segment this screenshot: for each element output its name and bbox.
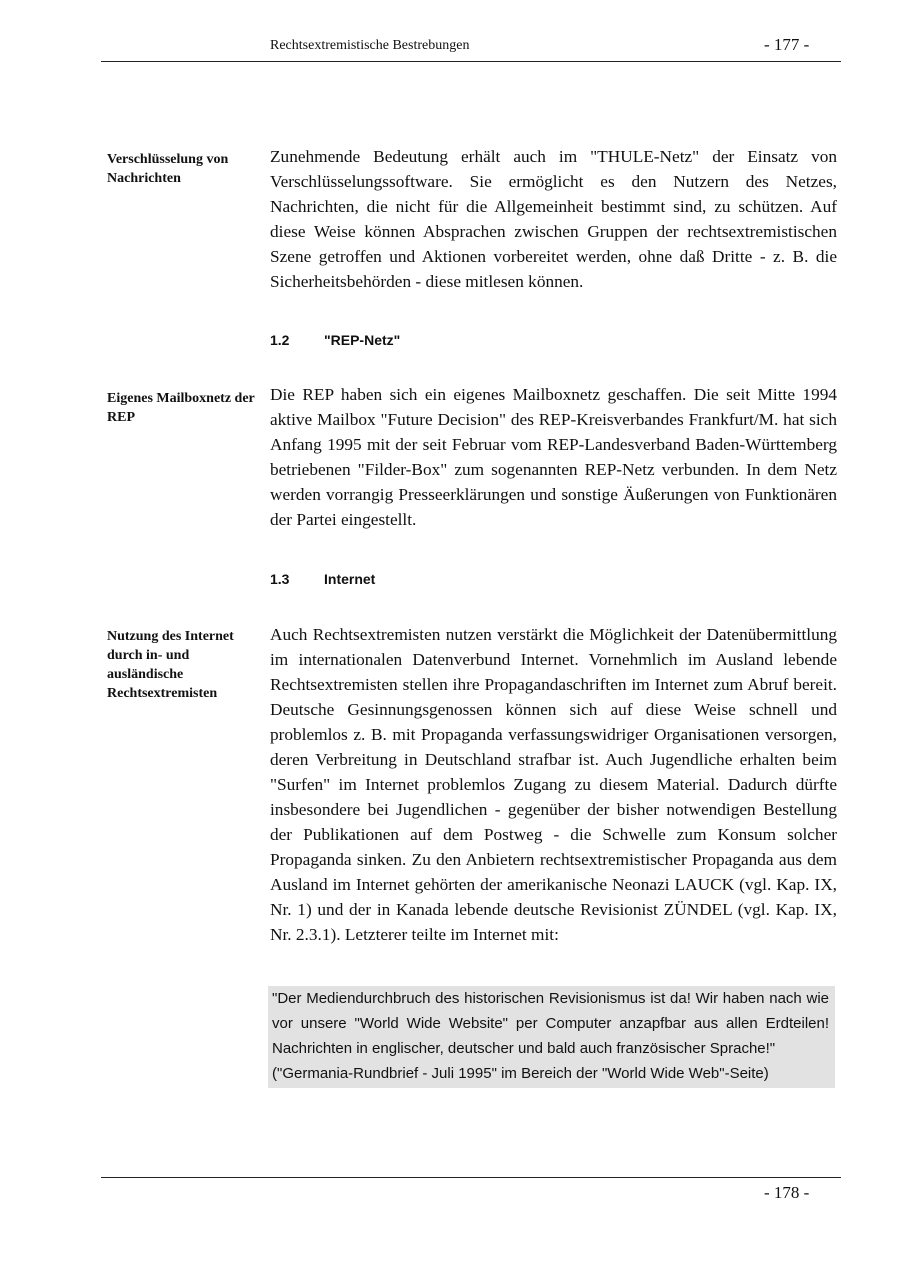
quote-source: ("Germania-Rundbrief - Juli 1995" im Bereich der "World Wide Web"-Seite) bbox=[272, 1065, 769, 1082]
paragraph-encryption: Zunehmende Bedeutung erhält auch im "THULE-Netz" der Einsatz von Verschlüsselungssoftware. Sie ermöglicht es den Nutzern des Netzes, Nachrichten, die nicht für die Allgemeinheit bestimmt sind, zu schützen. Auf diese Weise können Absprachen zwischen Gruppen der rechtsextremistischen Szene getroffen und Aktionen vorbereitet werden, ohne daß Dritte - z. B. die Sicherheitsbehörden - diese mitlesen können. bbox=[270, 147, 837, 291]
section-heading-rep-netz bbox=[270, 332, 400, 348]
header-rule bbox=[101, 61, 841, 62]
quote-text: "Der Mediendurchbruch des historischen Revisionismus ist da! Wir haben nach wie vor unsere "World Wide Website" per Computer anzapfbar aus allen Erdteilen! Nachrichten in englischer, deutscher und bald auch französischer Sprache!" bbox=[272, 990, 829, 1057]
margin-note-rep-mailbox: Eigenes Mailboxnetz der REP bbox=[107, 391, 255, 425]
section-heading-internet bbox=[270, 571, 375, 587]
running-header-title: Rechtsextremistische Bestrebungen bbox=[270, 38, 470, 53]
footer-rule bbox=[101, 1177, 841, 1178]
footer-page-number: - 178 - bbox=[764, 1183, 810, 1202]
heading-title: Internet bbox=[324, 571, 376, 587]
heading-number: 1.2 bbox=[270, 332, 290, 348]
paragraph-internet-usage: Auch Rechtsextremisten nutzen verstärkt die Möglichkeit der Datenübermittlung im internationalen Datenverbund Internet. Vornehmlich im Ausland lebende Rechtsextremisten stellen ihre Propagandaschriften im Internet zum Abruf bereit. Deutsche Gesinnungsgenossen können sich auf diese Weise schnell und problemlos z. B. mit Propaganda verfassungswidriger Organisationen versorgen, deren Verbreitung in Deutschland strafbar ist. Auch Jugendliche erhalten beim "Surfen" im Internet problemlos Zugang zu diesem Material. Dadurch dürfte insbesondere bei Jugendlichen - gegenüber der bisher notwendigen Bestellung der Publikationen auf dem Postweg - die Schwelle zum Konsum solcher Propaganda sinken. Zu den Anbietern rechtsextremistischer Propaganda aus dem Ausland im Internet gehörten der amerikanische Neonazi LAUCK (vgl. Kap. IX, Nr. 1) und der in Kanada lebende deutsche Revisionist ZÜNDEL (vgl. Kap. IX, Nr. 2.3.1). Letzterer teilte im Internet mit: bbox=[270, 625, 837, 944]
paragraph-rep-mailbox: Die REP haben sich ein eigenes Mailboxnetz geschaffen. Die seit Mitte 1994 aktive Mailbox "Future Decision" des REP-Kreisverbandes Frankfurt/M. hat sich Anfang 1995 mit der seit Februar vom REP-Landesverband Baden-Württemberg betriebenen "Filder-Box" zum sogenannten REP-Netz verbunden. In dem Netz werden vorrangig Presseerklärungen und sonstige Äußerungen von Funktionären der Partei eingestellt. bbox=[270, 385, 837, 529]
margin-note-internet-usage: Nutzung des Internet durch in- und ausländische Rechtsextremisten bbox=[107, 629, 234, 701]
header-page-number: - 177 - bbox=[764, 35, 810, 54]
margin-note-encryption: Verschlüsselung von Nachrichten bbox=[107, 152, 229, 186]
heading-title: "REP-Netz" bbox=[324, 332, 401, 348]
quote-box bbox=[268, 986, 835, 1088]
heading-number: 1.3 bbox=[270, 571, 290, 587]
